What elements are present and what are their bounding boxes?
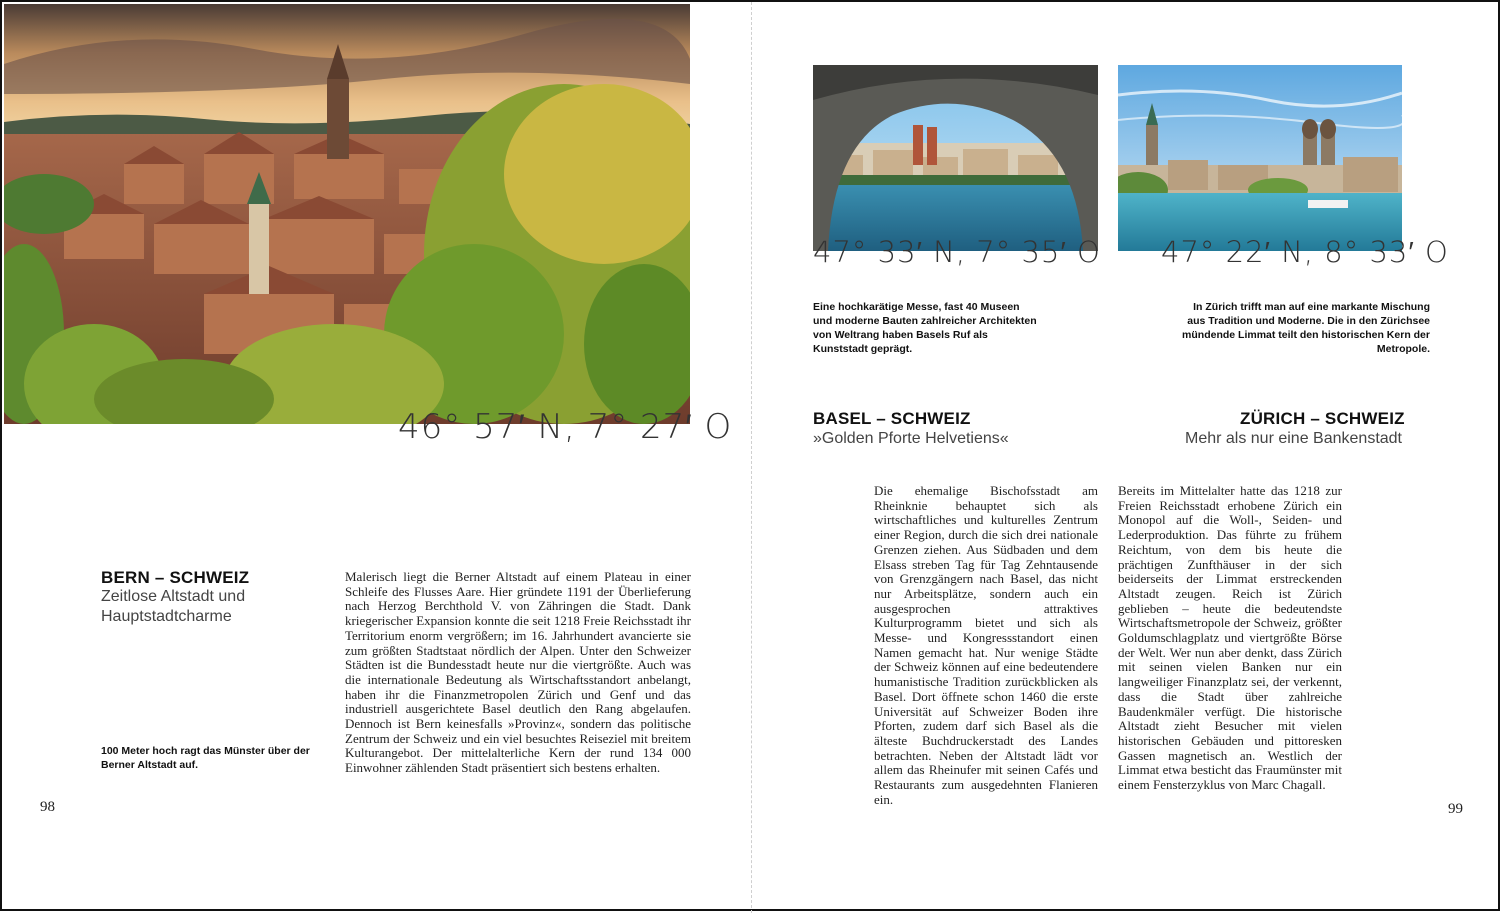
page-number-left: 98	[40, 799, 55, 815]
zurich-coordinates: 47° 22′ N, 8° 33′ O	[1161, 235, 1449, 269]
bern-subtitle: Zeitlose Altstadt und Hauptstadtcharme	[101, 588, 246, 625]
bern-caption: 100 Meter hoch ragt das Münster über der Berner Altstadt auf.	[101, 745, 310, 771]
zurich-heading: ZÜRICH – SCHWEIZ	[1240, 409, 1405, 428]
page-number-right: 99	[1448, 801, 1463, 817]
page-fold	[751, 2, 752, 913]
bern-heading: BERN – SCHWEIZ	[101, 568, 250, 587]
zurich-subtitle: Mehr als nur eine Bankenstadt	[1184, 430, 1402, 447]
basel-caption: Eine hochkarätige Messe, fast 40 Museen und moderne Bauten zahlreicher Architekten von Weltrang haben Basels Ruf als Kunststadt geprägt.	[813, 301, 1037, 355]
zurich-caption: In Zürich trifft man auf eine markante Mischung aus Tradition und Moderne. Die in den Zürichsee mündende Limmat teilt den historischen Kern der Metropole.	[1182, 301, 1430, 355]
bern-coordinates: 46° 57′ N, 7° 27′ O	[398, 407, 733, 447]
bern-body-text: Malerisch liegt die Berner Altstadt auf einem Plateau in einer Schleife des Flusses Aare. Hier gründete 1191 der Überlieferung nach Herzog Berchthold V. von Zähringen die Stadt. Dank kriegerischer Expansion konnte die seit 1218 Freie Reichsstadt ihr Territorium enorm vergrößern; im 16. Jahrhundert avancierte sie zum größten Stadtstaat nördlich der Alpen. Unter den Schweizer Städten ist die Bundesstadt heute nur die viertgrößte. Auch was die internationale Bedeutung als Wirtschaftsstandort anbelangt, haben ihr die Finanzmetropolen Zürich und Genf und das industriell ausgerichtete Basel deutlich den Rang abgelaufen. Dennoch ist Bern keinesfalls »Provinz«, sondern das politische Zentrum der Schweiz und ein viel besuchtes Reiseziel mit breitem Kulturangebot. Der mittelalterliche Kern der rund 134 000 Einwohner zählenden Stadt präsentiert sich bestens erhalten.	[345, 569, 691, 776]
basel-body-text: Die ehemalige Bischofsstadt am Rheinknie behauptet sich als wirtschaftliches und kulturelles Zentrum einer Region, durch die sich drei nationale Grenzen ziehen. Aus Südbaden und dem Elsass streben Tag für Tag Zehntausende von Grenzgängern nach Basel, das nicht nur Arbeitsplätze, sondern auch ein ausgesprochen attraktives Kulturprogramm bietet und sich als Messe- und Kongressstandort einen Namen gemacht hat. Nur wenige Städte der Schweiz können auf eine bedeutendere humanistische Tradition zurückblicken als Basel. Dort öffnete schon 1460 die erste Universität auf Schweizer Boden ihre Pforten, zudem darf sich Basel als die älteste Buchdruckerstadt des Landes betrachten. Neben der Altstadt lädt vor allem das Rheinufer mit seinen Cafés und Restaurants zum ausgedehnten Flanieren ein.	[874, 483, 1098, 807]
basel-photo	[813, 65, 1098, 251]
zurich-photo	[1118, 65, 1402, 251]
bern-photo	[4, 4, 690, 424]
zurich-body-text: Bereits im Mittelalter hatte das 1218 zur Freien Reichsstadt erhobene Zürich ein Monopol auf die Woll-, Seiden- und Lederproduktion. Das führte zu frühem Reichtum, von dem bis heute die prächtigen Zunfthäuser in der sich beiderseits der Limmat erstreckenden Altstadt zeugen. Reich ist Zürich geblieben – heute die bedeutendste Wirtschaftsmetropole der Schweiz, größter Goldumschlagplatz und viertgrößte Börse der Welt. Wer nun aber denkt, dass Zürich mit seinen vielen Banken nur ein langweiliger Finanzplatz sei, der verkennt, dass die Stadt über zahlreiche Baudenkmäler verfügt. Die historische Altstadt zieht Besucher mit vielen historischen Gebäuden und pittoresken Gassen magnetisch an. Westlich der Limmat etwa besticht das Fraumünster mit einem Fensterzyklus von Marc Chagall.	[1118, 483, 1342, 793]
basel-heading: BASEL – SCHWEIZ	[813, 409, 971, 428]
basel-subtitle: »Golden Pforte Helvetiens«	[813, 430, 1009, 447]
basel-coordinates: 47° 33′ N, 7° 35′ O	[813, 235, 1101, 269]
